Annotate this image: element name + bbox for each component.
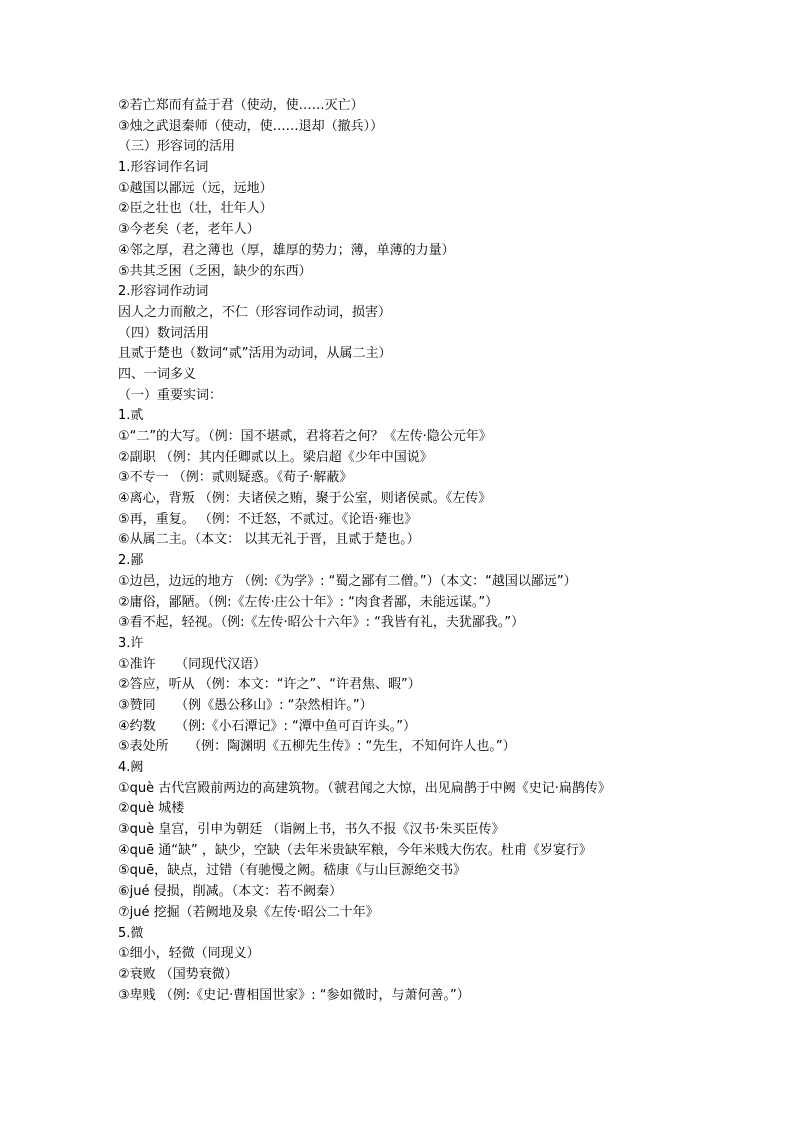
subsection-heading: 5.微 (118, 925, 144, 941)
text-line: ⑤共其乏困（乏困，缺少的东西） (118, 263, 312, 279)
text-line: ⑦jué 挖掘（若阙地及泉《左传·昭公二十年》 (118, 904, 379, 920)
text-line: ③卑贱 （例:《史记·曹相国世家》: “参如微时，与萧何善。”） (118, 987, 470, 1003)
text-line: ⑤表处所 （例：陶渊明《五柳先生传》: “先生，不知何许人也。”） (118, 739, 516, 755)
text-line: ③烛之武退秦师（使动，使……退却（撤兵）） (118, 118, 384, 134)
text-line: ③què 皇宫，引申为朝廷 （诣阙上书，书久不报《汉书·朱买臣传》 (118, 822, 505, 838)
text-line: ③今老矣（老，老年人） (118, 222, 260, 238)
text-line: ①“二”的大写。（例：国不堪贰，君将若之何？《左传·隐公元年》 (118, 429, 492, 444)
text-line: ③不专一 （例：贰则疑惑。《荀子·解蔽》 (118, 470, 353, 486)
section-heading: （四）数词活用 (118, 325, 210, 341)
text-line: ⑥从属二主。（本文： 以其无礼于晋，且贰于楚也。） (118, 532, 420, 548)
subsection-heading: 1.形容词作名词 (118, 160, 209, 176)
section-heading: （三）形容词的活用 (118, 139, 236, 155)
document-body (118, 96, 758, 1006)
text-line: ③看不起，轻视。（例:《左传·昭公十六年》: “我皆有礼，夫犹鄙我。”） (118, 615, 525, 631)
text-line: ①越国以鄙远（远，远地） (118, 180, 273, 196)
text-line: ②衰败 （国势衰微） (118, 966, 238, 982)
text-line: ①准许 （同现代汉语） (118, 656, 267, 672)
text-line: ①边邑，边远的地方 （例:《为学》: “蜀之鄙有二僧。”）（本文：“越国以鄙远”） (118, 573, 577, 589)
text-line: 且贰于楚也（数词“贰”活用为动词，从属二主） (118, 346, 392, 362)
text-line: ②若亡郑而有益于君（使动，使……灭亡） (118, 98, 364, 113)
subsection-heading: 2.形容词作动词 (118, 284, 209, 300)
text-line: ②臣之壮也（壮，壮年人） (118, 201, 273, 217)
text-line: ①què 古代宫殿前两边的高建筑物。（虢君闻之大惊，出见扁鹊于中阙《史记·扁鹊传》 (118, 780, 611, 796)
section-heading: （一）重要实词： (118, 387, 223, 403)
text-line: ①细小，轻微（同现义） (118, 946, 260, 962)
text-line: ③赞同 （例《愚公移山》: “杂然相许。”） (118, 697, 373, 713)
text-line: ⑤再，重复。 （例：不迁怒，不贰过。《论语·雍也》 (118, 511, 418, 527)
text-line: ⑥jué 侵损，削减。（本文：若不阙秦） (118, 884, 343, 900)
subsection-heading: 2.鄙 (118, 553, 144, 569)
text-line: ④邻之厚，君之薄也（厚，雄厚的势力；薄，单薄的力量） (118, 242, 455, 258)
subsection-heading: 1.贰 (118, 408, 144, 424)
subsection-heading: 4.阙 (118, 760, 144, 775)
text-line: 因人之力而敝之，不仁（形容词作动词，损害） (118, 304, 392, 320)
text-line: ②què 城楼 (118, 801, 185, 817)
text-line: ④离心，背叛 （例：夫诸侯之贿，聚于公室，则诸侯贰。《左传》 (118, 491, 492, 507)
text-line: ④约数 （例:《小石潭记》: “潭中鱼可百许头。”） (118, 718, 417, 734)
text-line: ④quē 通“缺” ，缺少，空缺（去年米贵缺军粮，今年米贱大伤农。杜甫《岁宴行》 (118, 842, 592, 858)
text-line: ⑤quē，缺点，过错（有驰慢之阙。嵇康《与山巨源绝交书》 (118, 863, 467, 879)
text-line: ②副职 （例：其内任卿贰以上。梁启超《少年中国说》 (118, 449, 433, 465)
section-heading: 四、一词多义 (118, 366, 197, 382)
subsection-heading: 3.许 (118, 635, 144, 651)
text-line: ②庸俗，鄙陋。（例:《左传·庄公十年》: “肉食者鄙，未能远谋。”） (118, 594, 499, 610)
text-line: ②答应，听从 （例：本文：“许之”、“许君焦、暇”） (118, 677, 421, 693)
